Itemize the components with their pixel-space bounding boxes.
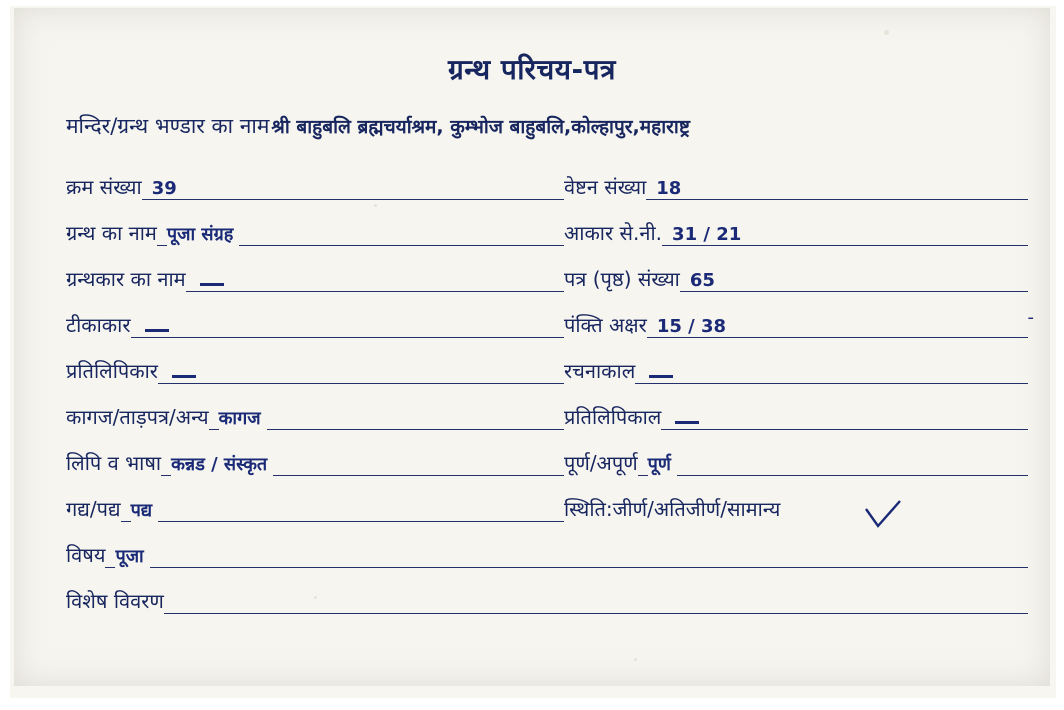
form-row xyxy=(66,572,1028,618)
field-manuscript-name xyxy=(66,219,564,250)
field-label: ग्रन्थ का नाम xyxy=(66,221,157,245)
scan-speck xyxy=(634,658,637,661)
field-value: 18 xyxy=(656,178,687,199)
form-row xyxy=(66,204,1028,250)
scan-speck xyxy=(374,204,377,207)
field-value: 39 xyxy=(152,178,183,199)
field-script-language xyxy=(66,449,564,480)
field-label: पत्र (पृष्ठ) संख्या xyxy=(564,267,680,291)
form-row xyxy=(66,480,1028,526)
blank-dash-mark xyxy=(172,375,196,378)
field-value: पूजा xyxy=(115,544,149,568)
form-row xyxy=(66,388,1028,434)
blank-dash-mark xyxy=(649,375,673,378)
field-label: प्रतिलिपिकार xyxy=(66,359,158,383)
field-composition-date xyxy=(564,357,1028,388)
field-special-remarks xyxy=(66,587,1028,618)
field-subject xyxy=(66,541,1028,572)
field-value: पूर्ण xyxy=(648,452,677,476)
field-label: पूर्ण/अपूर्ण xyxy=(564,451,638,475)
field-size-cm xyxy=(564,219,1028,250)
page-title: ग्रन्थ परिचय-पत्र xyxy=(447,53,617,86)
field-label: स्थिति:जीर्ण/अतिजीर्ण/सामान्य xyxy=(564,497,781,521)
field-label: विषय xyxy=(66,543,106,567)
repository-row xyxy=(66,112,1026,140)
field-rule xyxy=(66,567,1028,568)
field-label: क्रम संख्या xyxy=(66,175,142,199)
manuscript-form xyxy=(66,158,1034,618)
repository-label: मन्दिर/ग्रन्थ भण्डार का नाम xyxy=(66,114,270,138)
field-value: कागज xyxy=(219,406,267,430)
field-label: पंक्ति अक्षर xyxy=(564,313,647,337)
field-label: कागज/ताड़पत्र/अन्य xyxy=(66,405,209,429)
field-lines-letters xyxy=(564,307,1034,342)
blank-dash-mark xyxy=(200,283,224,286)
field-commentator xyxy=(66,311,564,342)
field-label: गद्य/पद्य xyxy=(66,497,121,521)
field-label: ग्रन्थकार का नाम xyxy=(66,267,186,291)
field-serial-number xyxy=(66,173,564,204)
form-row xyxy=(66,526,1028,572)
field-label: टीकाकार xyxy=(66,313,131,337)
form-row xyxy=(66,158,1028,204)
form-row xyxy=(66,296,1034,342)
field-author-name xyxy=(66,265,564,296)
field-value: 15 / 38 xyxy=(657,316,732,337)
blank-dash-mark xyxy=(145,329,169,332)
field-completeness xyxy=(564,449,1028,480)
field-bundle-number xyxy=(564,173,1028,204)
field-material xyxy=(66,403,564,434)
field-prose-verse xyxy=(66,495,564,526)
field-rule xyxy=(66,337,564,338)
repository-value: श्री बाहुबलि ब्रह्मचर्याश्रम, कुम्भोज बाहुबलि,कोल्हापुर,महाराष्ट्र xyxy=(271,116,690,138)
field-label: लिपि व भाषा xyxy=(66,451,162,475)
form-row xyxy=(66,342,1028,388)
paper-background xyxy=(14,8,1050,686)
checkmark-icon xyxy=(864,499,902,529)
field-scribe xyxy=(66,357,564,388)
field-label: प्रतिलिपिकाल xyxy=(564,405,662,429)
field-folio-count xyxy=(564,265,1028,296)
field-value: 65 xyxy=(690,270,721,291)
field-label: वेष्टन संख्या xyxy=(564,175,647,199)
form-row xyxy=(66,250,1028,296)
field-label: रचनाकाल xyxy=(564,359,636,383)
field-label: विशेष विवरण xyxy=(66,589,164,613)
field-value: पद्य xyxy=(131,498,159,522)
field-copy-date xyxy=(564,403,1028,434)
field-value: कन्नड / संस्कृत xyxy=(171,452,273,476)
scan-speck xyxy=(884,30,889,35)
field-rule xyxy=(66,613,1028,614)
edge-mark: - xyxy=(1027,307,1034,328)
field-value: पूजा संग्रह xyxy=(167,222,239,246)
scan-speck xyxy=(314,596,317,599)
form-row xyxy=(66,434,1028,480)
field-label: आकार से.नी. xyxy=(564,221,663,245)
field-value: 31 / 21 xyxy=(672,224,747,245)
field-condition xyxy=(564,495,1028,526)
blank-dash-mark xyxy=(675,421,699,424)
